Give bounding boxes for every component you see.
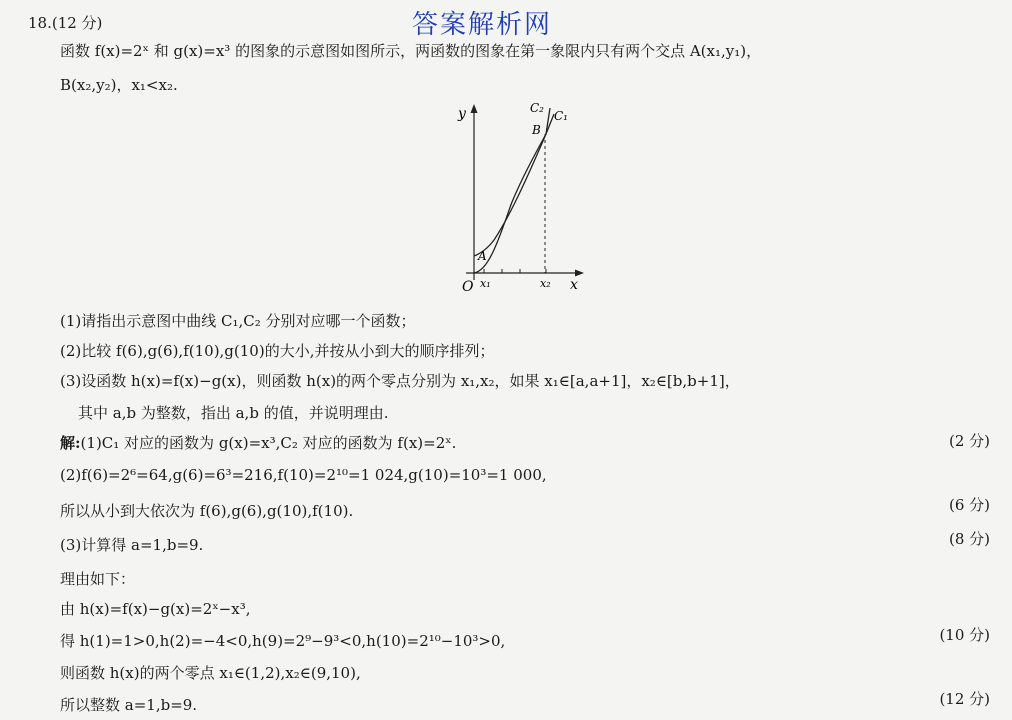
question-1: (1)请指出示意图中曲线 C₁,C₂ 分别对应哪一个函数； [60, 312, 416, 330]
x2-tick-label: x₂ [540, 277, 551, 290]
x-axis-arrow [575, 270, 584, 277]
c1-label: C₁ [554, 109, 568, 123]
solution-line-8: 则函数 h(x)的两个零点 x₁∈(1,2),x₂∈(9,10), [60, 664, 361, 682]
y-axis-label: y [458, 106, 466, 122]
point-b-label: B [532, 123, 541, 137]
points-10: (10 分) [939, 626, 990, 644]
solution-line-1 [60, 432, 456, 453]
question-3-line-1: (3)设函数 h(x)=f(x)−g(x)，则函数 h(x)的两个零点分别为 x₁,x₂，如果 x₁∈[a,a+1]，x₂∈[b,b+1]， [60, 372, 740, 390]
solution-line-3: 所以从小到大依次为 f(6),g(6),g(10),f(10). [60, 502, 354, 520]
points-12: (12 分) [939, 690, 990, 708]
y-axis-arrow [471, 104, 478, 113]
c2-label: C₂ [530, 101, 544, 115]
x1-tick-label: x₁ [480, 277, 491, 290]
solution-line-5: 理由如下： [60, 570, 136, 588]
points-8: (8 分) [948, 530, 990, 548]
origin-label: O [462, 279, 474, 294]
solution-line-6: 由 h(x)=f(x)−g(x)=2ˣ−x³, [60, 600, 251, 618]
question-3-line-2: 其中 a,b 为整数，指出 a,b 的值，并说明理由. [78, 404, 389, 422]
solution-line-7: 得 h(1)=1>0,h(2)=−4<0,h(9)=2⁹−9³<0,h(10)=2¹⁰−10³>0, [60, 632, 506, 650]
x-axis-label: x [570, 277, 578, 293]
solution-line-2: (2)f(6)=2⁶=64,g(6)=6³=216,f(10)=2¹⁰=1 024,g(10)=10³=1 000, [60, 466, 547, 484]
solution-1-text: (1)C₁ 对应的函数为 g(x)=x³,C₂ 对应的函数为 f(x)=2ˣ. [80, 434, 457, 452]
question-2: (2)比较 f(6),g(6),f(10),g(10)的大小,并按从小到大的顺序排列； [60, 342, 495, 360]
problem-line-1: 函数 f(x)=2ˣ 和 g(x)=x³ 的图象的示意图如图所示，两函数的图象在第一象限内只有两个交点 A(x₁,y₁)， [60, 42, 762, 60]
solution-line-9: 所以整数 a=1,b=9. [60, 696, 198, 714]
solution-label: 解: [60, 434, 81, 452]
points-6: (6 分) [948, 496, 990, 514]
problem-line-2: B(x₂,y₂)，x₁<x₂. [60, 76, 178, 94]
watermark: 答案解析网 [412, 10, 553, 40]
point-a-label: A [478, 249, 487, 263]
points-2: (2 分) [948, 432, 990, 450]
solution-line-4: (3)计算得 a=1,b=9. [60, 536, 204, 554]
question-number: 18.(12 分) [28, 14, 103, 32]
function-graph [450, 98, 590, 294]
